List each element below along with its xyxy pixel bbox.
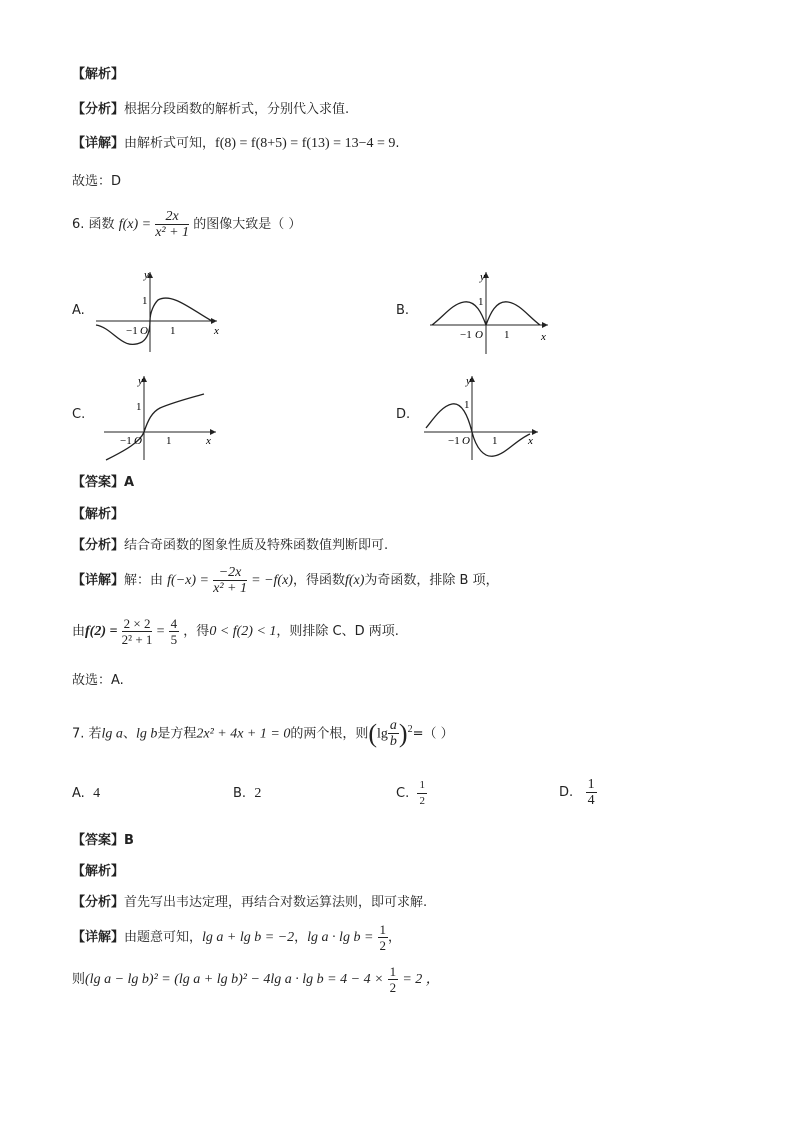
- q7-opt-b-value: 2: [254, 786, 262, 801]
- graph-b-y: y: [480, 271, 485, 283]
- q6-fenxi-tag: 【分析】: [72, 538, 125, 553]
- q7-mid2: 的两个根，则: [290, 726, 369, 742]
- jiexi-heading: 【解析】: [72, 67, 125, 82]
- graph-d-neg: −1: [448, 435, 460, 447]
- q7-fenxi-text: 首先写出韦达定理，再结合对数运算法则，即可求解.: [124, 895, 428, 910]
- graph-a-o: O: [140, 325, 148, 337]
- q7-eq: 2x² + 4x + 1 = 0: [196, 726, 291, 742]
- fenxi-text: 根据分段函数的解析式，分别代入求值.: [124, 102, 350, 117]
- graph-c-o: O: [134, 435, 142, 447]
- q7-fenxi-line: [72, 896, 427, 909]
- q7-fraction: [388, 718, 399, 749]
- q7-opt-c-fraction: [417, 778, 427, 809]
- q7-prefix: 7. 若: [72, 726, 102, 742]
- q7-lgb: lg b: [135, 726, 158, 742]
- graph-d-x: x: [528, 435, 533, 447]
- q7-xj1-sep: ，: [294, 930, 308, 945]
- q7-xiangjie-tag: 【详解】: [72, 930, 125, 945]
- q6-xj1-fraction: [213, 565, 247, 596]
- graph-d[interactable]: [420, 372, 544, 464]
- q6-xj2-num: 2 × 2: [123, 616, 151, 631]
- q6-guxuan: 故选：A.: [72, 673, 124, 688]
- q7-sep: 、: [122, 726, 136, 742]
- xiangjie-math: f(8) = f(8+5) = f(13) = 13−4 = 9: [215, 136, 396, 151]
- fenxi-tag: 【分析】: [72, 102, 125, 117]
- q7-opt-d-fraction: [586, 777, 597, 808]
- q7-xj1-pre: 由题意可知，: [124, 930, 203, 945]
- q7-lg: lg: [377, 726, 388, 742]
- q7-xj2-fraction: [388, 964, 399, 995]
- q7-lparen: (: [368, 718, 378, 748]
- q7-fb: b: [389, 734, 397, 750]
- q6-num: 2x: [155, 209, 189, 225]
- q7-xj1-end: ，: [388, 930, 402, 945]
- q7-xj2-math: (lg a − lg b)² = (lg a + lg b)² − 4lg a · lg b = 4 − 4 ×: [85, 972, 384, 987]
- xiangjie-tag: 【详解】: [72, 136, 125, 151]
- q6-den: x² + 1: [155, 225, 190, 240]
- graph-b-neg: −1: [460, 329, 472, 341]
- q6-xj2-end: ，则排除 C、D 两项.: [276, 624, 399, 639]
- q6-xj1-end: 为奇函数，排除 B 项，: [364, 573, 499, 588]
- q6-xj2-fraction2: [169, 616, 180, 647]
- graph-c[interactable]: [100, 372, 220, 464]
- q7-end: =（ ）: [412, 726, 454, 742]
- q6-stem: [72, 207, 301, 243]
- graph-c-x: x: [206, 435, 211, 447]
- graph-a-one-x: 1: [170, 325, 176, 337]
- q7-fa: a: [389, 718, 397, 734]
- option-d-label[interactable]: D.: [396, 407, 411, 422]
- q7-xj1-num: 1: [379, 922, 387, 937]
- q7-xj2-num: 1: [389, 964, 397, 979]
- q6-xj2-ineq: 0 < f(2) < 1: [209, 624, 277, 639]
- q7-mid: 是方程: [157, 726, 197, 742]
- q7-stem: [72, 710, 454, 754]
- q7-opt-a-label: A.: [72, 786, 85, 801]
- q7-option-a[interactable]: [72, 787, 100, 801]
- q6-xj1-fx: f(−x) =: [167, 573, 209, 588]
- graph-b-one-y: 1: [478, 296, 484, 308]
- graph-c-one-x: 1: [166, 435, 172, 447]
- q6-fenxi-line: [72, 539, 388, 552]
- q6-fraction: [155, 209, 189, 240]
- option-b-label[interactable]: B.: [396, 303, 410, 318]
- graph-c-neg: −1: [120, 435, 132, 447]
- q7-xj1-m1: lg a + lg b = −2: [202, 930, 295, 945]
- q7-xj1-den: 2: [379, 938, 387, 953]
- q7-xj2-pre: 则: [72, 972, 86, 987]
- q7-xj2-den: 2: [389, 980, 397, 995]
- q6-fx: f(x) =: [118, 217, 152, 232]
- q7-xj1-fraction: [378, 922, 389, 953]
- graph-d-y: y: [466, 375, 471, 387]
- q7-opt-c-label: C.: [396, 786, 410, 801]
- q6-xj1-mid: = −f(x): [251, 573, 293, 588]
- graph-a-neg: −1: [126, 325, 138, 337]
- graph-b[interactable]: [426, 268, 558, 360]
- graph-b-one-x: 1: [504, 329, 510, 341]
- q7-option-b[interactable]: [233, 787, 261, 801]
- q7-answer: 【答案】B: [72, 833, 134, 848]
- q7-fenxi-tag: 【分析】: [72, 895, 125, 910]
- q7-xiangjie-line1: [72, 920, 401, 956]
- q6-xj1-pre: 解：由: [124, 573, 164, 588]
- q6-suffix: 的图像大致是（ ）: [193, 217, 302, 232]
- graph-d-o: O: [462, 435, 470, 447]
- guxuan-d: 故选：D: [72, 174, 122, 189]
- q7-lga: lg a: [101, 726, 123, 742]
- q7-opt-c-den: 2: [419, 795, 425, 807]
- q7-jiexi-heading: 【解析】: [72, 864, 125, 879]
- graph-c-y: y: [138, 375, 143, 387]
- fenxi-line: [72, 103, 349, 116]
- q7-xiangjie-line2: [72, 962, 440, 998]
- option-a-label[interactable]: A.: [72, 303, 85, 318]
- q6-jiexi-heading: 【解析】: [72, 507, 125, 522]
- graph-d-one-x: 1: [492, 435, 498, 447]
- graph-d-one-y: 1: [464, 399, 470, 411]
- q7-xj1-m2: lg a · lg b =: [307, 930, 374, 945]
- q6-fenxi-text: 结合奇函数的图象性质及特殊函数值判断即可.: [124, 538, 389, 553]
- q6-xj2-f: f(2) =: [85, 624, 118, 639]
- q6-xj2-pre: 由: [72, 624, 86, 639]
- graph-a-one-y: 1: [142, 295, 148, 307]
- q6-xj1-den: x² + 1: [213, 581, 247, 596]
- graph-a[interactable]: [92, 268, 222, 356]
- q6-xj2-den2: 5: [170, 632, 178, 647]
- graph-b-x: x: [541, 331, 546, 343]
- q6-xj2-eq: =: [156, 624, 165, 639]
- q6-xiangjie-line2: [72, 614, 399, 650]
- q6-xj2-fraction: [122, 616, 153, 647]
- q7-option-d[interactable]: [559, 775, 597, 811]
- xiangjie-pre: 由解析式可知，: [124, 136, 216, 151]
- q6-xj1-num: −2x: [213, 565, 247, 581]
- graph-b-o: O: [475, 329, 483, 341]
- q6-answer: 【答案】A: [72, 475, 135, 490]
- option-c-label[interactable]: C.: [72, 407, 86, 422]
- graph-a-y: y: [144, 269, 149, 281]
- q7-opt-b-label: B.: [233, 786, 247, 801]
- q6-xj2-post: ，得: [183, 624, 210, 639]
- q6-xiangjie-tag: 【详解】: [72, 573, 125, 588]
- xiangjie-end: .: [395, 136, 400, 151]
- q6-xj1-post: ，得函数: [292, 573, 345, 588]
- q7-sq: 2: [407, 724, 413, 735]
- graph-a-x: x: [214, 325, 219, 337]
- q7-xj2-end: = 2 ，: [402, 972, 440, 987]
- q7-opt-d-den: 4: [587, 793, 595, 808]
- graph-c-one-y: 1: [136, 401, 142, 413]
- q7-opt-d-num: 1: [587, 777, 595, 792]
- xiangjie-line: [72, 137, 400, 151]
- q6-xiangjie-line1: [72, 563, 499, 599]
- q7-rparen: ): [398, 718, 408, 748]
- q6-xj1-f: f(x): [344, 573, 365, 588]
- q6-xj2-num2: 4: [170, 616, 178, 631]
- q7-opt-d-label: D.: [559, 785, 574, 800]
- q7-option-c[interactable]: [396, 777, 427, 811]
- q7-opt-c-num: 1: [417, 778, 427, 794]
- q6-prefix: 6. 函数: [72, 217, 115, 232]
- q7-opt-a-value: 4: [93, 786, 101, 801]
- q6-xj2-den: 2² + 1: [121, 632, 153, 647]
